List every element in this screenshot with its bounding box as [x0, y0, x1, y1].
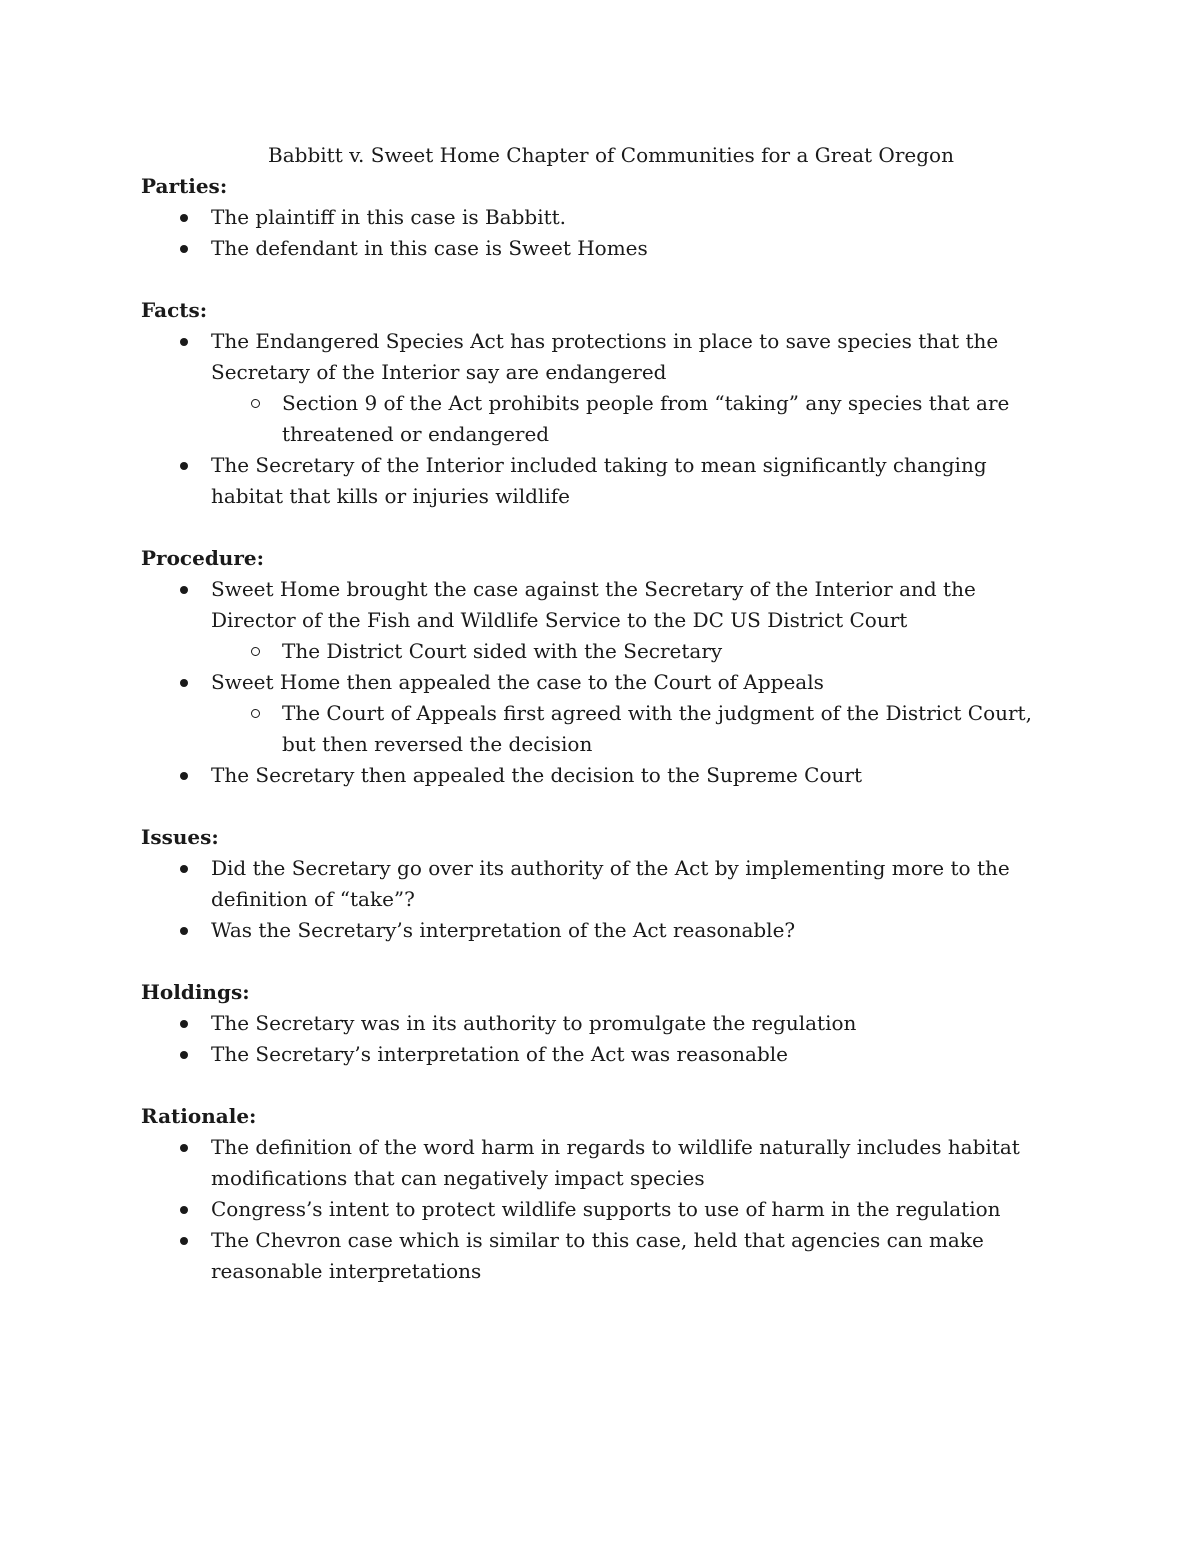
sub-list-item: The District Court sided with the Secretary: [141, 636, 1061, 667]
bullet-list: [141, 1132, 1061, 1287]
list-item: The definition of the word harm in regards to wildlife naturally includes habitat modifications that can negatively impact species: [141, 1132, 1061, 1194]
section-issues: [141, 822, 1061, 946]
bullet-list: [141, 326, 1061, 512]
section-heading: Parties:: [141, 174, 228, 198]
sub-list-item: The Court of Appeals first agreed with the judgment of the District Court, but then reversed the decision: [141, 698, 1061, 760]
document-title: Babbitt v. Sweet Home Chapter of Communities for a Great Oregon: [268, 143, 954, 167]
list-item: The Secretary of the Interior included taking to mean significantly changing habitat that kills or injuries wildlife: [141, 450, 1061, 512]
section-heading: Issues:: [141, 825, 219, 849]
bullet-list: [141, 574, 1061, 791]
list-item: The Chevron case which is similar to this case, held that agencies can make reasonable interpretations: [141, 1225, 1061, 1287]
section-rationale: [141, 1101, 1061, 1287]
list-item: Sweet Home brought the case against the Secretary of the Interior and the Director of the Fish and Wildlife Service to the DC US District Court: [141, 574, 1061, 636]
sub-list-item: Section 9 of the Act prohibits people from “taking” any species that are threatened or endangered: [141, 388, 1061, 450]
section-facts: [141, 295, 1061, 512]
bullet-list: [141, 853, 1061, 946]
list-item: Sweet Home then appealed the case to the Court of Appeals: [141, 667, 1061, 698]
list-item: Congress’s intent to protect wildlife supports to use of harm in the regulation: [141, 1194, 1061, 1225]
list-item: The Secretary’s interpretation of the Act was reasonable: [141, 1039, 1061, 1070]
list-item: The defendant in this case is Sweet Homes: [141, 233, 1061, 264]
section-procedure: [141, 543, 1061, 791]
section-heading: Holdings:: [141, 980, 250, 1004]
list-item: The Endangered Species Act has protections in place to save species that the Secretary of the Interior say are endangered: [141, 326, 1061, 388]
list-item: The plaintiff in this case is Babbitt.: [141, 202, 1061, 233]
section-heading: Procedure:: [141, 546, 264, 570]
section-heading: Facts:: [141, 298, 208, 322]
list-item: Was the Secretary’s interpretation of the Act reasonable?: [141, 915, 1061, 946]
list-item: Did the Secretary go over its authority of the Act by implementing more to the definition of “take”?: [141, 853, 1061, 915]
list-item: The Secretary was in its authority to promulgate the regulation: [141, 1008, 1061, 1039]
section-heading: Rationale:: [141, 1104, 257, 1128]
bullet-list: [141, 202, 1061, 264]
section-holdings: [141, 977, 1061, 1070]
section-parties: [141, 171, 1061, 264]
bullet-list: [141, 1008, 1061, 1070]
list-item: The Secretary then appealed the decision to the Supreme Court: [141, 760, 1061, 791]
document-page: [141, 140, 1061, 1287]
